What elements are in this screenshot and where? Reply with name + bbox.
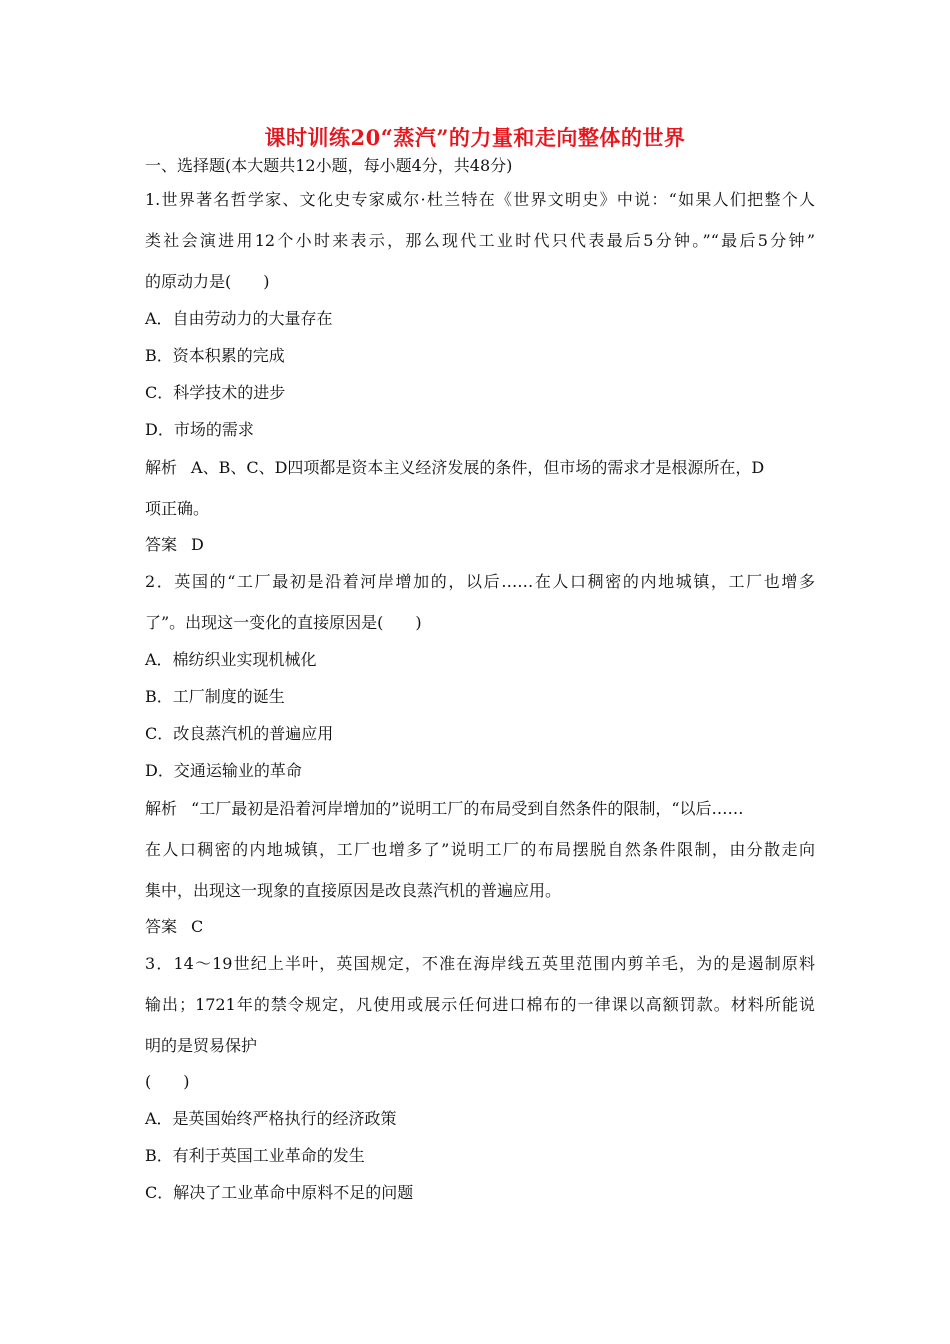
q2-analysis-label: 解析 [145,799,178,818]
q1-analysis-text-1: A、B、C、D四项都是资本主义经济发展的条件，但市场的需求才是根源所在，D [191,458,765,477]
q1-stem-line-2: 类社会演进用12个小时来表示，那么现代工业时代只代表最后5分钟。”“最后5分钟” [145,231,815,250]
q1-analysis-label: 解析 [145,458,178,477]
q3-stem-line-3: 明的是贸易保护 [145,1036,258,1055]
q2-analysis-line-3: 集中，出现这一现象的直接原因是改良蒸汽机的普遍应用。 [145,881,562,900]
q1-stem-line-3: 的原动力是( ) [145,272,270,291]
q3-option-c: C．解决了工业革命中原料不足的问题 [145,1183,414,1202]
section-heading: 一、选择题(本大题共12小题，每小题4分，共48分) [145,156,513,175]
q1-answer-label: 答案 [145,535,178,554]
q1-option-c: C．科学技术的进步 [145,383,286,402]
q1-answer-value: D [191,535,204,554]
q2-answer-value: C [191,917,204,936]
page-title: 课时训练20“蒸汽”的力量和走向整体的世界 [264,125,686,150]
q2-analysis-text-1: “工厂最初是沿着河岸增加的”说明工厂的布局受到自然条件的限制，“以后…… [191,799,744,818]
q2-analysis-line-1 [145,799,815,819]
q2-option-a: A．棉纺织业实现机械化 [145,650,317,669]
q2-answer [145,917,815,937]
q3-stem-line-1: 3．14～19世纪上半叶，英国规定，不准在海岸线五英里范围内剪羊毛，为的是遏制原料 [145,954,815,973]
q1-option-d: D．市场的需求 [145,420,254,439]
q2-option-c: C．改良蒸汽机的普遍应用 [145,724,334,743]
q1-option-b: B．资本积累的完成 [145,346,285,365]
q2-stem-line-2: 了”。出现这一变化的直接原因是( ) [145,613,422,632]
q3-option-b: B．有利于英国工业革命的发生 [145,1146,365,1165]
q3-option-a: A．是英国始终严格执行的经济政策 [145,1109,397,1128]
q3-stem-line-4: ( ) [145,1072,190,1091]
q2-analysis-line-2: 在人口稠密的内地城镇，工厂也增多了”说明工厂的布局摆脱自然条件限制，由分散走向 [145,840,815,859]
q1-analysis-line-1 [145,458,815,478]
q3-stem-line-2: 输出；1721年的禁令规定，凡使用或展示任何进口棉布的一律课以高额罚款。材料所能说 [145,995,815,1014]
q2-stem-line-1: 2．英国的“工厂最初是沿着河岸增加的，以后……在人口稠密的内地城镇，工厂也增多 [145,572,815,591]
q2-option-d: D．交通运输业的革命 [145,761,302,780]
q2-answer-label: 答案 [145,917,178,936]
q2-option-b: B．工厂制度的诞生 [145,687,285,706]
q1-stem-line-1: 1.世界著名哲学家、文化史专家威尔·杜兰特在《世界文明史》中说：“如果人们把整个人 [145,190,815,209]
q1-analysis-line-2: 项正确。 [145,499,210,518]
q1-option-a: A．自由劳动力的大量存在 [145,309,333,328]
q1-answer [145,535,815,555]
